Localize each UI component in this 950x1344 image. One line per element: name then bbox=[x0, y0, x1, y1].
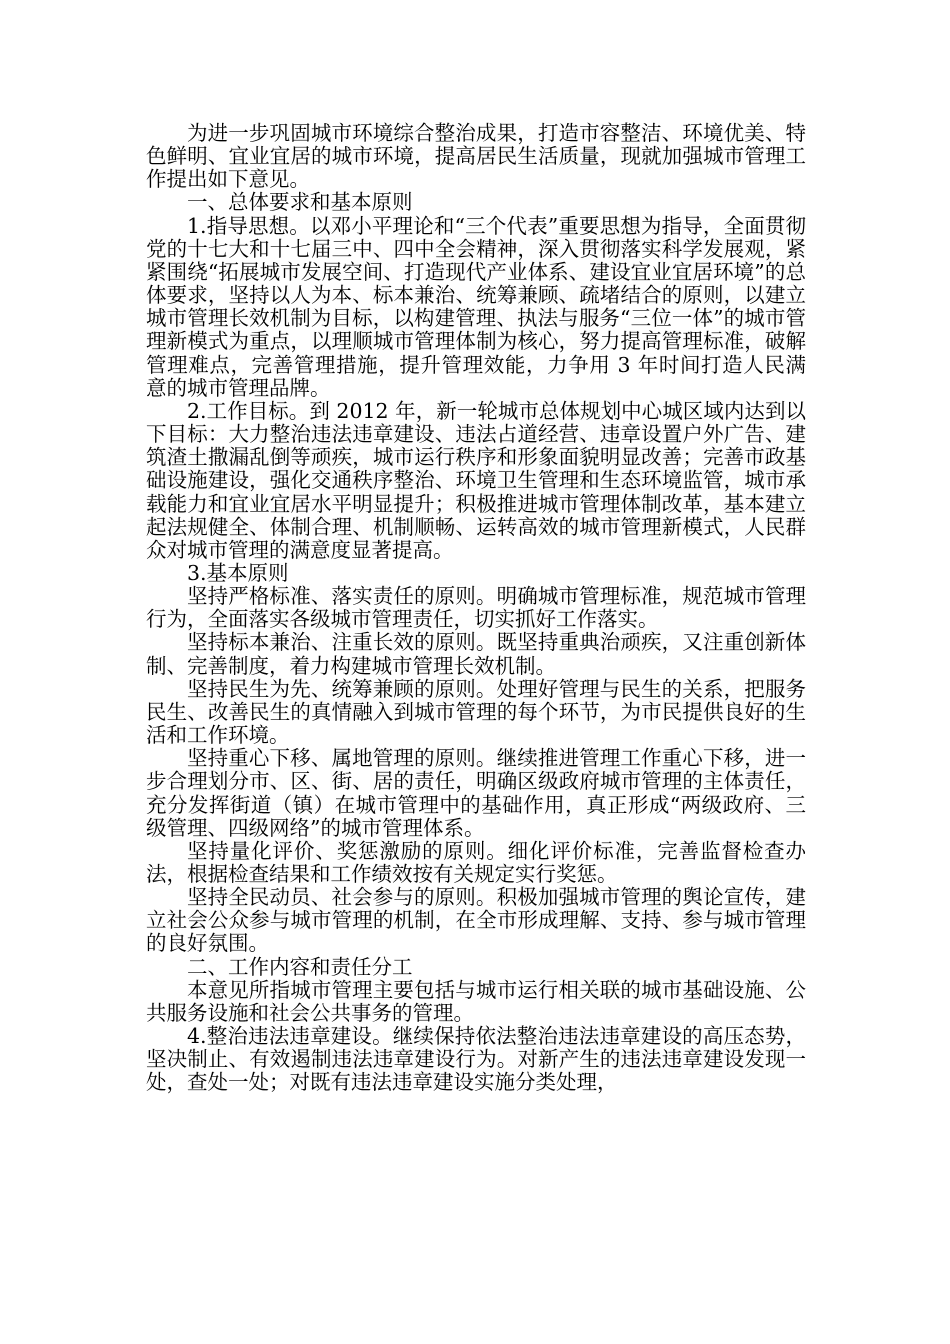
illegal-construction-paragraph: 4.整治违法违章建设。继续保持依法整治违法违章建设的高压态势，坚决制止、有效遏制违法违章建设行为。对新产生的违法违章建设发现一处，查处一处；对既有违法违章建设实施分类处理， bbox=[146, 1024, 806, 1095]
section-heading-1: 一、总体要求和基本原则 bbox=[187, 190, 413, 215]
principle-paragraph: 坚持严格标准、落实责任的原则。明确城市管理标准，规范城市管理行为，全面落实各级城市管理责任，切实抓好工作落实。 bbox=[146, 584, 806, 632]
principle-paragraph: 坚持量化评价、奖惩激励的原则。细化评价标准，完善监督检查办法，根据检查结果和工作绩效按有关规定实行奖惩。 bbox=[146, 838, 806, 886]
principle-paragraph: 坚持重心下移、属地管理的原则。继续推进管理工作重心下移，进一步合理划分市、区、街、居的责任，明确区级政府城市管理的主体责任，充分发挥街道（镇）在城市管理中的基础作用，真正形成“两级政府、三级管理、四级网络”的城市管理体系。 bbox=[146, 746, 806, 840]
principle-paragraph: 坚持标本兼治、注重长效的原则。既坚持重典治顽疾，又注重创新体制、完善制度，着力构建城市管理长效机制。 bbox=[146, 630, 806, 678]
work-goals-paragraph: 2.工作目标。到 2012 年，新一轮城市总体规划中心城区域内达到以下目标：大力整治违法违章建设、违法占道经营、违章设置户外广告、建筑渣土撒漏乱倒等顽疾，城市运行秩序和形象面貌明显改善；完善市政基础设施建设，强化交通秩序整治、环境卫生管理和生态环境监管，城市承载能力和宜业宜居水平明显提升；积极推进城市管理体制改革，基本建立起法规健全、体制合理、机制顺畅、运转高效的城市管理新模式，人民群众对城市管理的满意度显著提高。 bbox=[146, 398, 806, 562]
basic-principles-heading: 3.基本原则 bbox=[187, 560, 289, 585]
intro-paragraph: 为进一步巩固城市环境综合整治成果，打造市容整洁、环境优美、特色鲜明、宜业宜居的城市环境，提高居民生活质量，现就加强城市管理工作提出如下意见。 bbox=[146, 121, 806, 192]
document-body bbox=[146, 122, 806, 1095]
scope-paragraph: 本意见所指城市管理主要包括与城市运行相关联的城市基础设施、公共服务设施和社会公共事务的管理。 bbox=[146, 977, 806, 1025]
section-heading-2: 二、工作内容和责任分工 bbox=[187, 954, 413, 979]
principle-paragraph: 坚持全民动员、社会参与的原则。积极加强城市管理的舆论宣传，建立社会公众参与城市管理的机制，在全市形成理解、支持、参与城市管理的良好氛围。 bbox=[146, 885, 806, 956]
principle-paragraph: 坚持民生为先、统筹兼顾的原则。处理好管理与民生的关系，把服务民生、改善民生的真情融入到城市管理的每个环节，为市民提供良好的生活和工作环境。 bbox=[146, 676, 806, 748]
guiding-ideology-paragraph: 1.指导思想。以邓小平理论和“三个代表”重要思想为指导，全面贯彻党的十七大和十七届三中、四中全会精神，深入贯彻落实科学发展观，紧紧围绕“拓展城市发展空间、打造现代产业体系、建设宜业宜居环境”的总体要求，坚持以人为本、标本兼治、统筹兼顾、疏堵结合的原则，以建立城市管理长效机制为目标，以构建管理、执法与服务“三位一体”的城市管理新模式为重点，以理顺城市管理体制为核心，努力提高管理标准，破解管理难点，完善管理措施，提升管理效能，力争用 3 年时间打造人民满意的城市管理品牌。 bbox=[146, 213, 806, 400]
